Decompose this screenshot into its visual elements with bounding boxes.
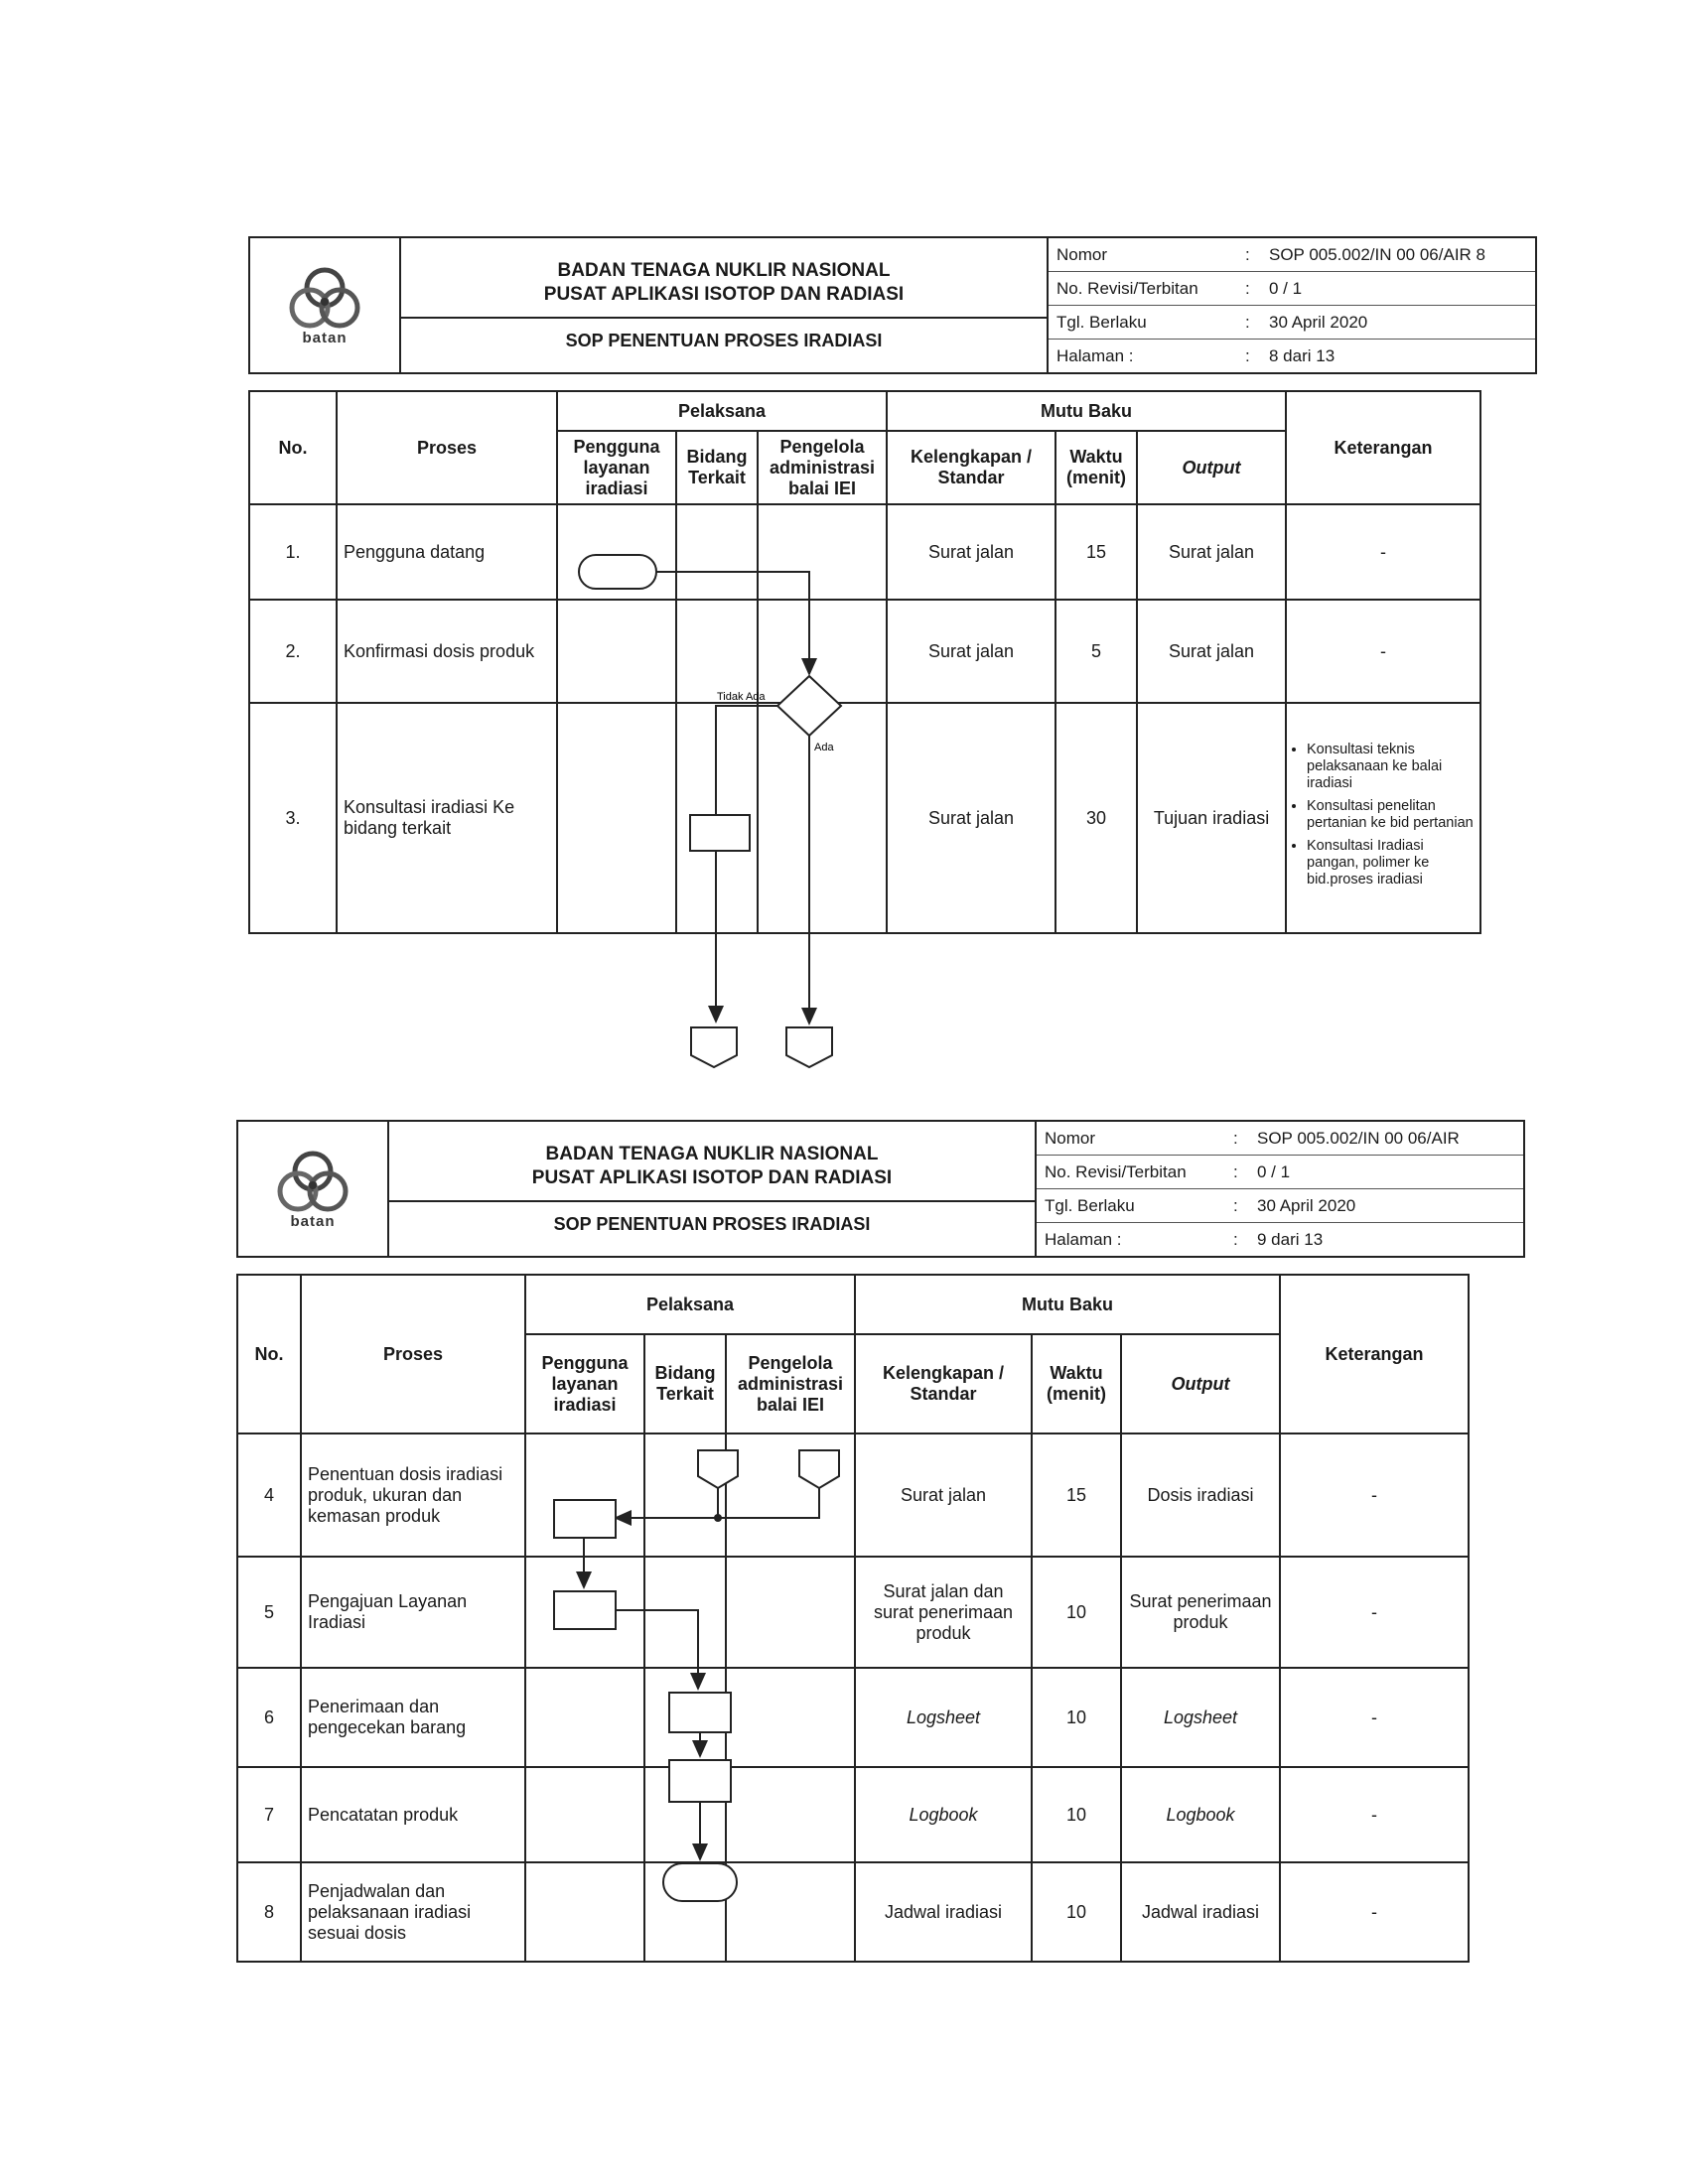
meta-label: Tgl. Berlaku: [1045, 1195, 1135, 1215]
meta-nomor: Nomor : SOP 005.002/IN 00 06/AIR: [1037, 1122, 1523, 1156]
process-table: [248, 390, 1481, 934]
document-header: [248, 236, 1537, 374]
meta-label: No. Revisi/Terbitan: [1056, 278, 1198, 298]
lane-pengelola: [726, 1668, 855, 1767]
sop-title: SOP PENENTUAN PROSES IRADIASI: [389, 1200, 1035, 1253]
org-name-line2: PUSAT APLIKASI ISOTOP DAN RADIASI: [531, 1167, 893, 1188]
meta-nomor: Nomor : SOP 005.002/IN 00 06/AIR 8: [1049, 238, 1535, 272]
row-no: 6: [237, 1668, 301, 1767]
col-output: Output: [1121, 1334, 1280, 1433]
meta-label: Nomor: [1045, 1128, 1096, 1148]
row-no: 7: [237, 1767, 301, 1862]
meta-label: Halaman :: [1056, 345, 1134, 365]
col-no: No.: [249, 391, 337, 504]
row-keterangan: -: [1280, 1433, 1469, 1557]
batan-logo-icon: [268, 1148, 357, 1217]
meta-value: 0 / 1: [1257, 1161, 1291, 1181]
lane-pengguna: [525, 1557, 644, 1668]
meta-revisi: No. Revisi/Terbitan : 0 / 1: [1049, 272, 1535, 306]
row-output: Dosis iradiasi: [1121, 1433, 1280, 1557]
meta-value: 8 dari 13: [1269, 345, 1336, 365]
table-row: [249, 504, 1480, 600]
row-no: 2.: [249, 600, 337, 703]
col-kelengkapan: Kelengkapan / Standar: [887, 431, 1055, 504]
sop-sheet-page-8: [248, 236, 1537, 934]
lane-pengguna: [557, 504, 676, 600]
decision-yes-label: Ada: [814, 742, 834, 753]
lane-pengguna: [525, 1668, 644, 1767]
col-keterangan: Keterangan: [1280, 1275, 1469, 1433]
meta-value: 9 dari 13: [1257, 1229, 1324, 1249]
lane-bidang: [676, 504, 758, 600]
lane-pengelola: [758, 703, 887, 933]
lane-pengguna: [525, 1433, 644, 1557]
row-proses: Pengajuan Layanan Iradiasi: [301, 1557, 525, 1668]
meta-label: Tgl. Berlaku: [1056, 312, 1147, 332]
org-name-line2: PUSAT APLIKASI ISOTOP DAN RADIASI: [543, 284, 905, 305]
meta-cell: [1036, 1121, 1524, 1257]
col-pengguna: Pengguna layanan iradiasi: [557, 431, 676, 504]
row-kelengkapan: Surat jalan: [887, 504, 1055, 600]
row-output: Jadwal iradiasi: [1121, 1862, 1280, 1962]
row-output: Surat jalan: [1137, 504, 1286, 600]
row-no: 1.: [249, 504, 337, 600]
row-waktu: 10: [1032, 1862, 1121, 1962]
lane-pengguna: [525, 1862, 644, 1962]
col-keterangan: Keterangan: [1286, 391, 1480, 504]
lane-bidang: [644, 1668, 726, 1767]
row-keterangan: -: [1280, 1767, 1469, 1862]
decision-no-label: Tidak Ada: [717, 691, 766, 703]
offpage-connector-shape: [786, 1027, 832, 1067]
row-keterangan: -: [1280, 1862, 1469, 1962]
sop-sheet-page-9: [236, 1120, 1525, 1963]
row-keterangan: -: [1286, 504, 1480, 600]
col-pengguna: Pengguna layanan iradiasi: [525, 1334, 644, 1433]
keterangan-item: • Konsultasi Iradiasi pangan, polimer ke bid.proses iradiasi: [1307, 838, 1474, 888]
row-no: 3.: [249, 703, 337, 933]
row-waktu: 30: [1055, 703, 1137, 933]
row-no: 5: [237, 1557, 301, 1668]
org-cell: [400, 237, 1048, 373]
row-keterangan: -: [1280, 1668, 1469, 1767]
col-mutu-baku: Mutu Baku: [887, 391, 1286, 431]
col-pengelola: Pengelola administrasi balai IEI: [726, 1334, 855, 1433]
keterangan-list: [1293, 742, 1474, 888]
col-bidang: Bidang Terkait: [644, 1334, 726, 1433]
row-proses: Pencatatan produk: [301, 1767, 525, 1862]
col-proses: Proses: [301, 1275, 525, 1433]
table-row: [237, 1433, 1469, 1557]
row-kelengkapan: Surat jalan: [887, 600, 1055, 703]
process-table-wrap: [236, 1274, 1525, 1963]
row-kelengkapan: Surat jalan: [855, 1433, 1032, 1557]
meta-label: No. Revisi/Terbitan: [1045, 1161, 1187, 1181]
lane-bidang: [644, 1433, 726, 1557]
row-kelengkapan: Surat jalan: [887, 703, 1055, 933]
lane-bidang: [676, 600, 758, 703]
col-waktu: Waktu (menit): [1055, 431, 1137, 504]
meta-halaman: Halaman : : 9 dari 13: [1037, 1223, 1523, 1256]
org-name-line1: BADAN TENAGA NUKLIR NASIONAL: [545, 1144, 879, 1164]
lane-pengguna: [557, 600, 676, 703]
lane-pengelola: [758, 504, 887, 600]
meta-value: 30 April 2020: [1257, 1195, 1356, 1215]
table-row: [237, 1557, 1469, 1668]
meta-tgl: Tgl. Berlaku : 30 April 2020: [1037, 1189, 1523, 1223]
lane-pengguna: [525, 1767, 644, 1862]
offpage-connector-shape: [691, 1027, 737, 1067]
meta-value: SOP 005.002/IN 00 06/AIR: [1257, 1128, 1460, 1148]
col-kelengkapan: Kelengkapan / Standar: [855, 1334, 1032, 1433]
col-bidang: Bidang Terkait: [676, 431, 758, 504]
org-cell: [388, 1121, 1036, 1257]
row-proses: Penerimaan dan pengecekan barang: [301, 1668, 525, 1767]
row-proses: Penentuan dosis iradiasi produk, ukuran dan kemasan produk: [301, 1433, 525, 1557]
logo-text: batan: [290, 1213, 336, 1230]
row-kelengkapan: Jadwal iradiasi: [855, 1862, 1032, 1962]
meta-halaman: Halaman : : 8 dari 13: [1049, 340, 1535, 372]
row-waktu: 10: [1032, 1557, 1121, 1668]
process-table-wrap: [248, 390, 1537, 934]
row-proses: Konfirmasi dosis produk: [337, 600, 557, 703]
col-pengelola: Pengelola administrasi balai IEI: [758, 431, 887, 504]
col-pelaksana: Pelaksana: [525, 1275, 855, 1334]
meta-label: Nomor: [1056, 244, 1108, 264]
lane-pengguna: [557, 703, 676, 933]
table-row: [249, 703, 1480, 933]
row-output: Surat penerimaan produk: [1121, 1557, 1280, 1668]
row-no: 4: [237, 1433, 301, 1557]
lane-pengelola: [726, 1557, 855, 1668]
logo-text: batan: [302, 330, 348, 346]
row-waktu: 15: [1032, 1433, 1121, 1557]
row-keterangan: -: [1280, 1557, 1469, 1668]
row-waktu: 10: [1032, 1668, 1121, 1767]
row-kelengkapan: Logsheet: [855, 1668, 1032, 1767]
meta-value: 0 / 1: [1269, 278, 1303, 298]
row-keterangan: -: [1286, 600, 1480, 703]
keterangan-item: • Konsultasi teknis pelaksanaan ke balai iradiasi: [1307, 742, 1474, 792]
lane-pengelola: [758, 600, 887, 703]
lane-bidang: [644, 1767, 726, 1862]
org-name-line1: BADAN TENAGA NUKLIR NASIONAL: [557, 260, 891, 281]
lane-pengelola: [726, 1433, 855, 1557]
meta-tgl: Tgl. Berlaku : 30 April 2020: [1049, 306, 1535, 340]
logo-cell: [237, 1121, 388, 1257]
keterangan-item: • Konsultasi penelitan pertanian ke bid pertanian: [1307, 798, 1474, 832]
col-proses: Proses: [337, 391, 557, 504]
row-no: 8: [237, 1862, 301, 1962]
logo-cell: [249, 237, 400, 373]
lane-bidang: [644, 1557, 726, 1668]
col-mutu-baku: Mutu Baku: [855, 1275, 1280, 1334]
row-kelengkapan: Surat jalan dan surat penerimaan produk: [855, 1557, 1032, 1668]
row-waktu: 15: [1055, 504, 1137, 600]
meta-cell: [1048, 237, 1536, 373]
batan-logo-icon: [280, 264, 369, 334]
row-proses: Konsultasi iradiasi Ke bidang terkait: [337, 703, 557, 933]
row-kelengkapan: Logbook: [855, 1767, 1032, 1862]
row-proses: Penjadwalan dan pelaksanaan iradiasi sesuai dosis: [301, 1862, 525, 1962]
lane-bidang: [644, 1862, 726, 1962]
row-output: Tujuan iradiasi: [1137, 703, 1286, 933]
table-row: [237, 1767, 1469, 1862]
lane-pengelola: [726, 1862, 855, 1962]
row-keterangan: [1286, 703, 1480, 933]
table-row: [237, 1668, 1469, 1767]
meta-value: SOP 005.002/IN 00 06/AIR 8: [1269, 244, 1485, 264]
meta-revisi: No. Revisi/Terbitan : 0 / 1: [1037, 1156, 1523, 1189]
document-header: [236, 1120, 1525, 1258]
row-output: Logsheet: [1121, 1668, 1280, 1767]
lane-bidang: [676, 703, 758, 933]
process-table: [236, 1274, 1470, 1963]
col-no: No.: [237, 1275, 301, 1433]
row-waktu: 10: [1032, 1767, 1121, 1862]
col-pelaksana: Pelaksana: [557, 391, 887, 431]
table-row: [249, 600, 1480, 703]
meta-value: 30 April 2020: [1269, 312, 1368, 332]
row-proses: Pengguna datang: [337, 504, 557, 600]
lane-pengelola: [726, 1767, 855, 1862]
row-output: Surat jalan: [1137, 600, 1286, 703]
table-row: [237, 1862, 1469, 1962]
row-waktu: 5: [1055, 600, 1137, 703]
sop-title: SOP PENENTUAN PROSES IRADIASI: [401, 317, 1047, 369]
col-output: Output: [1137, 431, 1286, 504]
meta-label: Halaman :: [1045, 1229, 1122, 1249]
row-output: Logbook: [1121, 1767, 1280, 1862]
col-waktu: Waktu (menit): [1032, 1334, 1121, 1433]
